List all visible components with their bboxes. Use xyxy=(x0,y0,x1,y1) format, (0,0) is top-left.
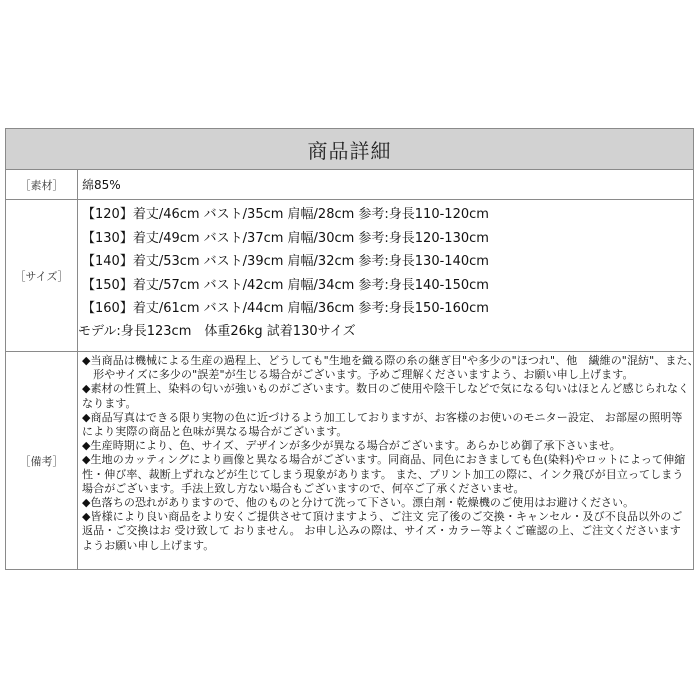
note-line: 性・伸び率、裁断上ずれなどが生じてしまう現象があります。 また、プリント加工の際に、インク飛びが目立ってしまう xyxy=(82,467,684,481)
size-label: ［サイズ］ xyxy=(6,200,78,351)
table-title: 商品詳細 xyxy=(6,129,693,170)
size-values xyxy=(78,200,693,351)
note-line: ようお願い申し上げます。 xyxy=(82,538,215,552)
note-line: ◆生地のカッティングにより画像と異なる場合がございます。同商品、同色におきましても色(染料)やロットによって伸縮 xyxy=(82,453,686,467)
note-line: 場合がございます。手法上致し方ない場合もございますので、何卒ご了承くださいませ。 xyxy=(82,481,525,495)
material-value: 綿85% xyxy=(82,178,121,192)
note-line: ◆当商品は機械による生産の過程上、どうしても"生地を織る際の糸の継ぎ目"や多少の"ほつれ"、他 繊維の"混紡"、また、 xyxy=(82,354,699,367)
note-line: なります。 xyxy=(82,396,137,410)
size-line-120: 【120】着丈/46cm バスト/35cm 肩幅/28cm 参考:身長110-120cm xyxy=(82,207,489,222)
size-line-140: 【140】着丈/53cm バスト/39cm 肩幅/32cm 参考:身長130-140cm xyxy=(82,254,489,269)
note-line: ◆色落ちの恐れがありますので、他のものと分けて洗って下さい。漂白剤・乾燥機のご使用はお避けください。 xyxy=(82,496,635,510)
notes-label: ［備考］ xyxy=(6,352,78,569)
size-line-150: 【150】着丈/57cm バスト/42cm 肩幅/34cm 参考:身長140-150cm xyxy=(82,277,489,293)
material-row xyxy=(6,170,693,200)
note-line: ◆生産時期により、色、サイズ、デザインが多少が異なる場合がございます。あらかじめ御了承下さいませ。 xyxy=(82,439,621,453)
size-line-160: 【160】着丈/61cm バスト/44cm 肩幅/36cm 参考:身長150-160cm xyxy=(82,301,489,316)
note-line: 返品・ご交換はお 受け致して おりません。 お申し込みの際は、サイズ・カラー等よくご確認の上、ご注文くださいます xyxy=(82,524,681,538)
note-line: により実際の商品と色味が異なる場合がございます。 xyxy=(82,425,348,439)
notes-row xyxy=(6,352,699,569)
size-line-130: 【130】着丈/49cm バスト/37cm 肩幅/30cm 参考:身長120-130cm xyxy=(82,230,489,246)
size-row xyxy=(6,200,693,352)
note-line: ◆商品写真はできる限り実物の色に近づけるよう加工しておりますが、お客様のお使いのモニター設定、 お部屋の照明等 xyxy=(82,410,683,424)
note-line: ◆皆様により良い商品をより安くご提供させて頂けますよう、ご注文 完了後のご交換・キャンセル・及び不良品以外のご xyxy=(82,510,683,524)
model-info: モデル:身長123cm 体重26kg 試着130サイズ xyxy=(78,323,356,339)
product-detail-table xyxy=(5,128,699,570)
note-line: 形やサイズに多少の"誤差"が生じる場合がございます。予めご理解くださいますよう、お願い申し上げます。 xyxy=(82,368,634,382)
material-label: ［素材］ xyxy=(6,170,78,199)
notes-values xyxy=(78,352,700,569)
note-line: ◆素材の性質上、染料の匂いが強いものがございます。数日のご使用や陰干しなどで気になる匂いはほとんど感じられなく xyxy=(82,382,690,396)
